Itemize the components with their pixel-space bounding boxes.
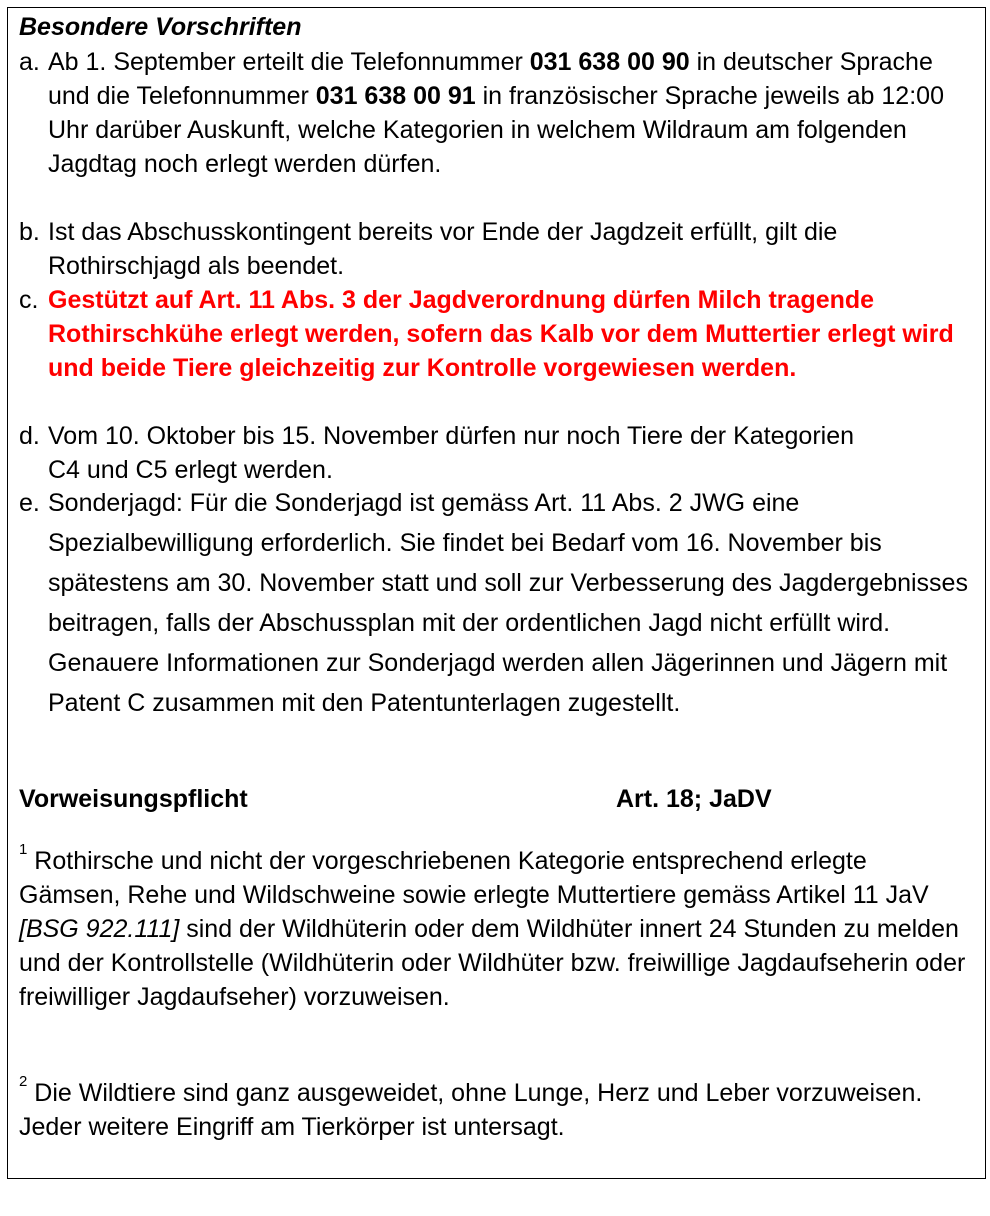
list-item-text: Vom 10. Oktober bis 15. November dürfen nur noch Tiere der Kategorien C4 und C5 erlegt werden. [48,422,855,484]
list-item-e [19,483,969,723]
heading-title: Vorweisungspflicht [19,785,248,813]
list-item-c [19,283,969,385]
phone-number-french: 031 638 00 91 [315,82,476,110]
list-item-a [19,45,969,181]
legal-reference: [BSG 922.111] [19,915,180,943]
paragraph-number: 2 [19,1073,28,1090]
highlighted-rule-text: Gestützt auf Art. 11 Abs. 3 der Jagdverordnung dürfen Milch tragende Rothirschkühe erlegt werden, sofern das Kalb vor dem Muttertier erlegt wird und beide Tiere gleichzeitig zur Kontrolle vorgewiesen werden. [48,286,954,382]
list-letter: d. [19,422,40,450]
list-letter: c. [19,286,39,314]
paragraph-2: $^2$ Die Wildtiere sind ganz ausgeweidet, ohne Lunge, Herz und Leber vorzuweisen. Jeder weitere Eingriff am Tierkörper ist untersagt. [19,1073,923,1141]
list-item-text: Ab 1. September erteilt die Telefonnummer 031 638 00 90 in deutscher Sprache und die Telefonnummer 031 638 00 91 in französischer Sprache jeweils ab 12:00 Uhr darüber Auskunft, welche Kategorien in welchem Wildraum am folgenden Jagdtag noch erlegt werden dürfen. [48,48,944,178]
heading-reference: Art. 18; JaDV [616,785,772,813]
list-item-d [19,419,949,487]
paragraph-1: $^1$ Rothirsche und nicht der vorgeschriebenen Kategorie entsprechend erlegte Gämsen, Rehe und Wildschweine sowie erlegte Muttertiere gemäss Artikel 11 JaV [BSG 922.111] sind der Wildhüterin oder dem Wildhüter innert 24 Stunden zu melden und der Kontrollstelle (Wildhüterin oder Wildhüter bzw. freiwillige Jagdaufseherin oder freiwilliger Jagdaufseher) vorzuweisen. [19,841,966,1011]
section-title: Besondere Vorschriften [19,13,302,41]
list-letter: a. [19,48,40,76]
list-item-b [19,215,949,283]
list-item-text: Ist das Abschusskontingent bereits vor Ende der Jagdzeit erfüllt, gilt die Rothirschjagd als beendet. [48,218,838,280]
list-letter: b. [19,218,40,246]
list-letter: e. [19,489,40,517]
subsection-heading [19,783,949,815]
phone-number-german: 031 638 00 90 [529,48,690,76]
paragraph-number: 1 [19,841,28,858]
list-item-text: Sonderjagd: Für die Sonderjagd ist gemäss Art. 11 Abs. 2 JWG eine Spezialbewilligung erforderlich. Sie findet bei Bedarf vom 16. November bis spätestens am 30. November statt und soll zur Verbesserung des Jagdergebnisses beitragen, falls der Abschussplan mit der ordentlichen Jagd nicht erfüllt wird. Genauere Informationen zur Sonderjagd werden allen Jägerinnen und Jägern mit Patent C zusammen mit den Patentunterlagen zugestellt. [48,489,968,717]
